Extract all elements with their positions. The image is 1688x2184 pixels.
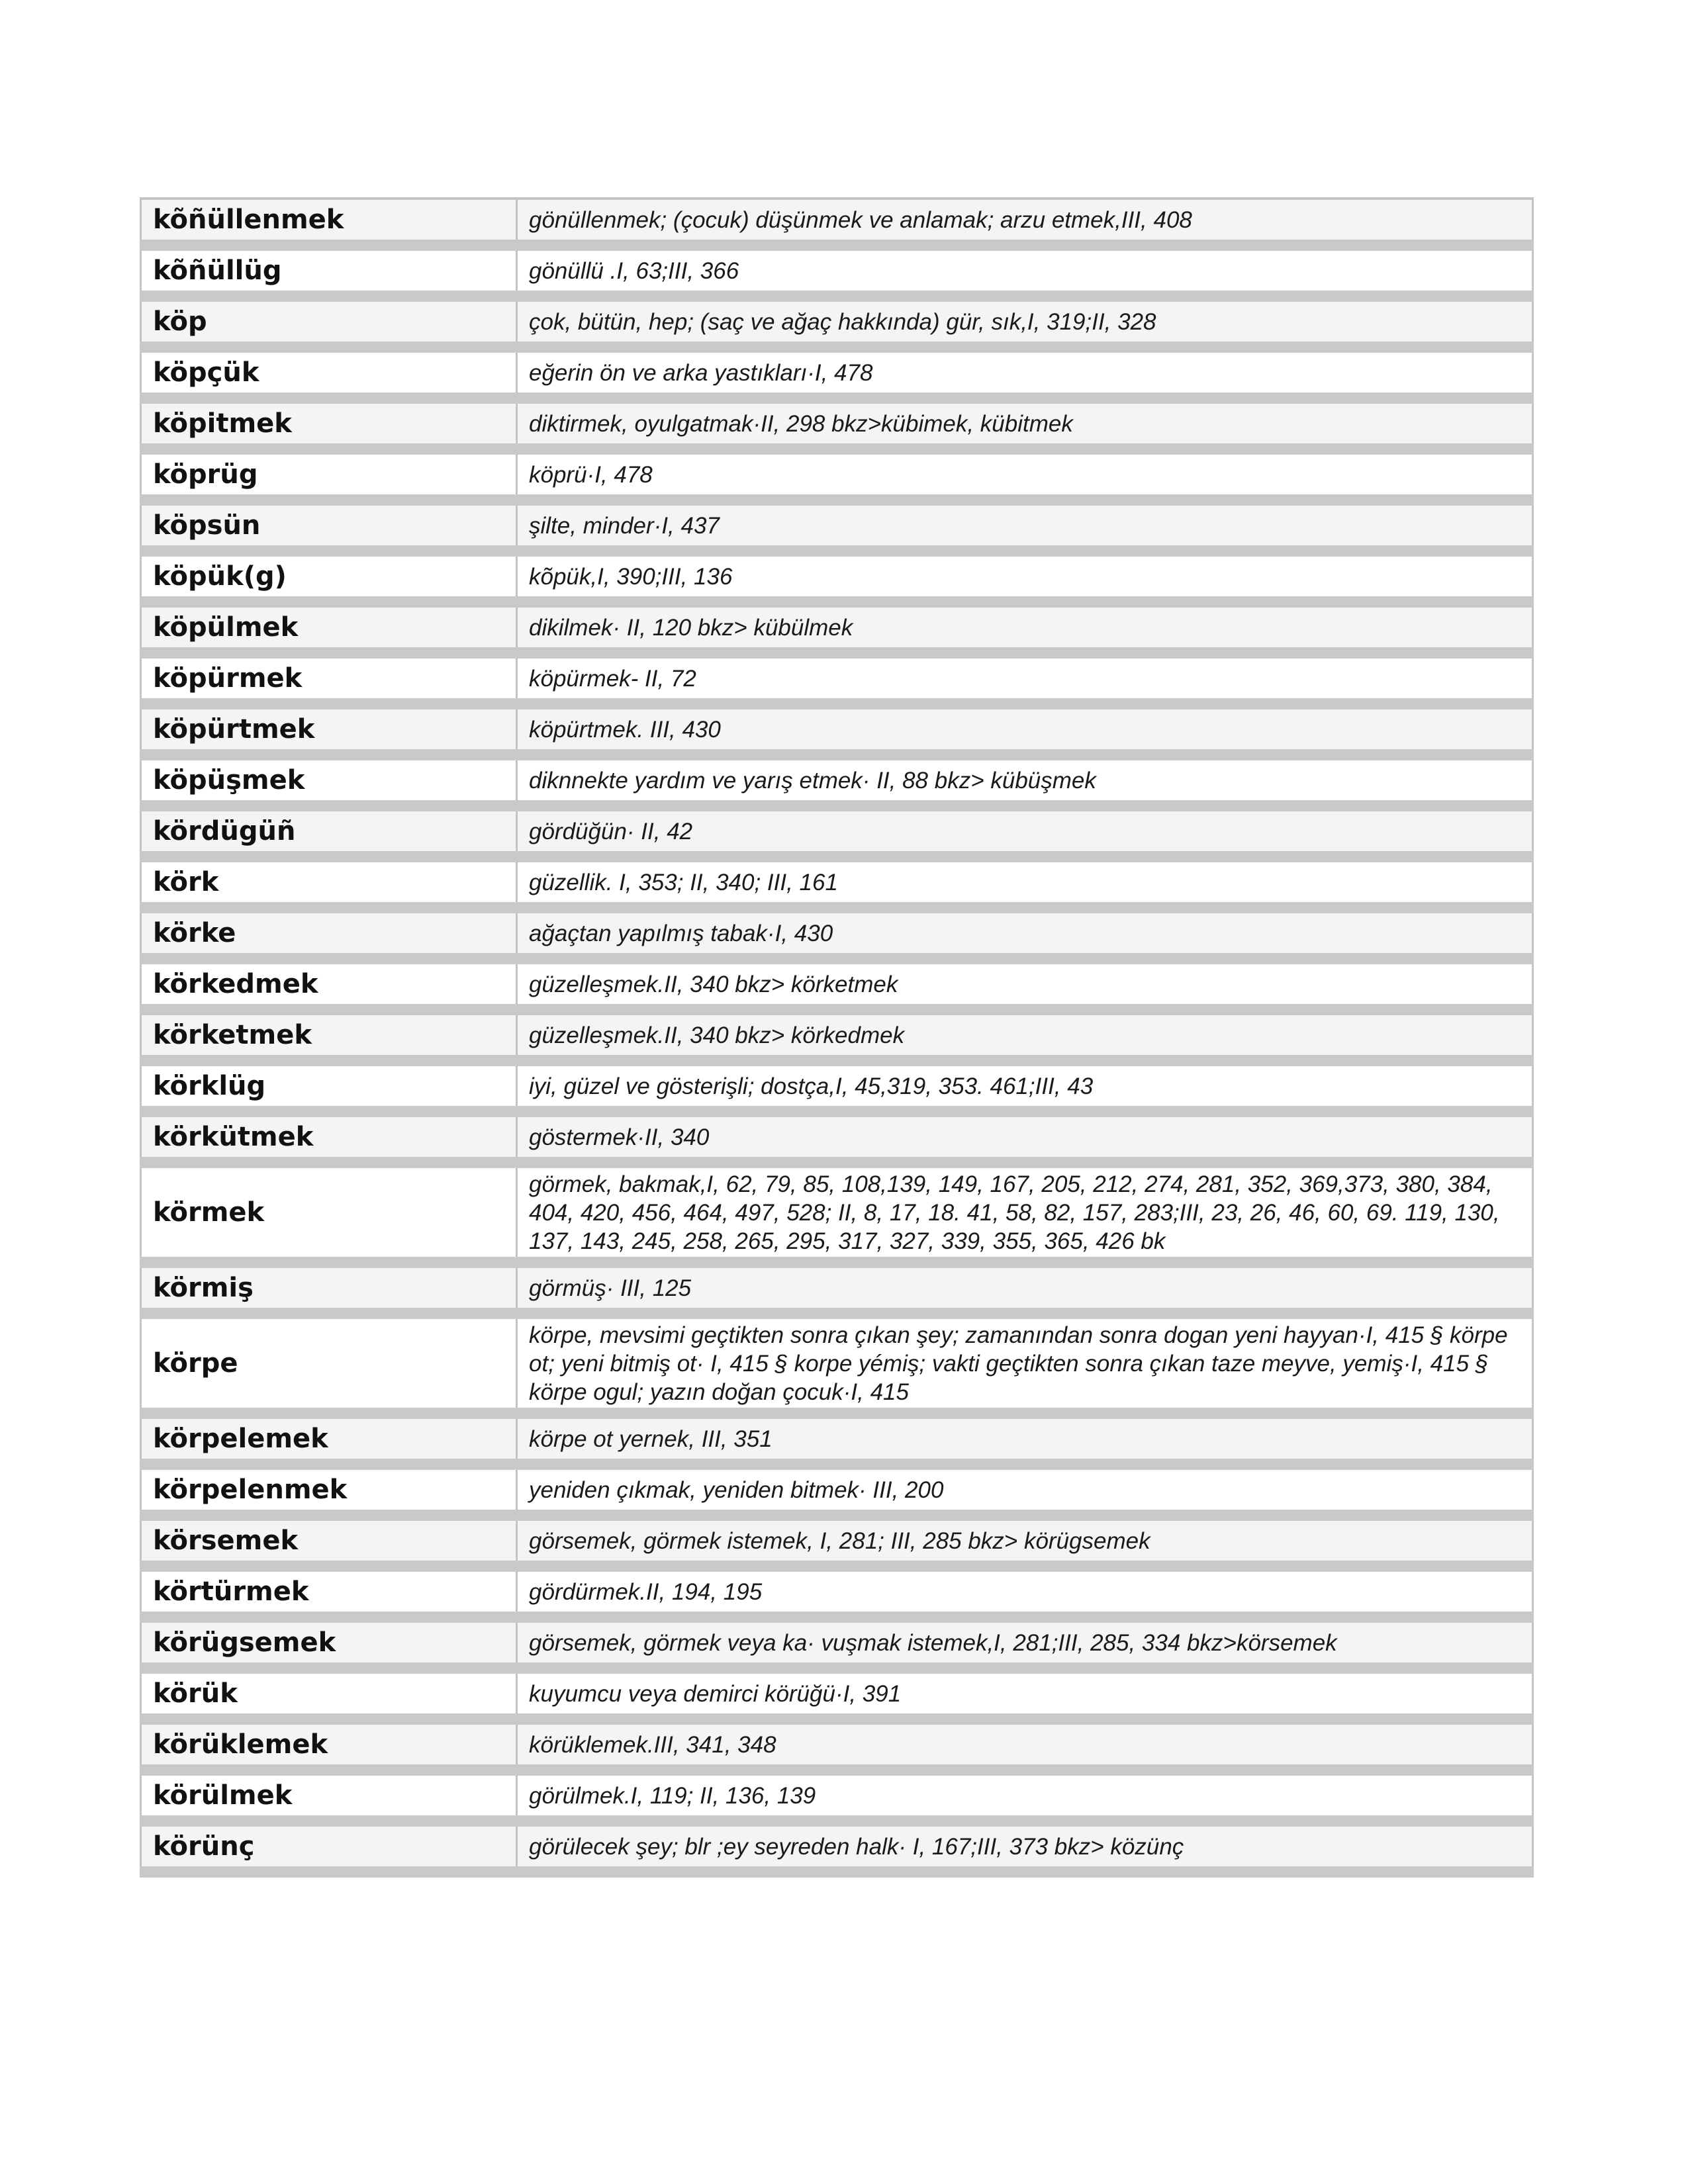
term-cell: körmek — [141, 1163, 517, 1263]
definition-cell: gördüğün· II, 42 — [517, 806, 1533, 857]
term-cell: körketmek — [141, 1010, 517, 1061]
term-cell: köprüg — [141, 449, 517, 500]
definition-cell: köpürtmek. III, 430 — [517, 704, 1533, 755]
definition-cell: gönüllü .I, 63;III, 366 — [517, 246, 1533, 296]
term-cell: köpitmek — [141, 398, 517, 449]
glossary-row — [141, 1465, 1533, 1516]
term-cell: köpürmek — [141, 653, 517, 704]
glossary-row — [141, 449, 1533, 500]
definition-cell: kuyumcu veya demirci körüğü·I, 391 — [517, 1668, 1533, 1719]
definition-cell: çok, bütün, hep; (saç ve ağaç hakkında) gür, sık,I, 319;II, 328 — [517, 296, 1533, 347]
glossary-row — [141, 857, 1533, 908]
term-cell: kõñüllüg — [141, 246, 517, 296]
definition-cell: diknnekte yardım ve yarış etmek· II, 88 bkz> kübüşmek — [517, 755, 1533, 806]
definition-cell: görmüş· III, 125 — [517, 1263, 1533, 1314]
term-cell: kõñüllenmek — [141, 199, 517, 246]
definition-cell: şilte, minder·I, 437 — [517, 500, 1533, 551]
definition-cell: görülmek.I, 119; II, 136, 139 — [517, 1770, 1533, 1821]
glossary-row — [141, 347, 1533, 398]
term-cell: köpük(g) — [141, 551, 517, 602]
term-cell: körünç — [141, 1821, 517, 1872]
glossary-row — [141, 755, 1533, 806]
glossary-row — [141, 1163, 1533, 1263]
glossary-row — [141, 704, 1533, 755]
definition-cell: köpürmek- II, 72 — [517, 653, 1533, 704]
term-cell: köpürtmek — [141, 704, 517, 755]
definition-cell: körüklemek.III, 341, 348 — [517, 1719, 1533, 1770]
definition-cell: güzellik. I, 353; II, 340; III, 161 — [517, 857, 1533, 908]
glossary-row — [141, 1567, 1533, 1617]
definition-cell: körpe ot yernek, III, 351 — [517, 1414, 1533, 1465]
definition-cell: köprü·I, 478 — [517, 449, 1533, 500]
term-cell: köpçük — [141, 347, 517, 398]
definition-cell: gördürmek.II, 194, 195 — [517, 1567, 1533, 1617]
term-cell: kördügüñ — [141, 806, 517, 857]
term-cell: körmiş — [141, 1263, 517, 1314]
definition-cell: ağaçtan yapılmış tabak·I, 430 — [517, 908, 1533, 959]
glossary-row — [141, 653, 1533, 704]
glossary-row — [141, 908, 1533, 959]
definition-cell: görsemek, görmek istemek, I, 281; III, 285 bkz> körügsemek — [517, 1516, 1533, 1567]
term-cell: köpsün — [141, 500, 517, 551]
glossary-row — [141, 246, 1533, 296]
term-cell: körkütmek — [141, 1112, 517, 1163]
definition-cell: kõpük,I, 390;III, 136 — [517, 551, 1533, 602]
definition-cell: görsemek, görmek veya ka· vuşmak istemek,I, 281;III, 285, 334 bkz>körsemek — [517, 1617, 1533, 1668]
definition-cell: iyi, güzel ve gösterişli; dostça,I, 45,319, 353. 461;III, 43 — [517, 1061, 1533, 1112]
definition-cell: görmek, bakmak,I, 62, 79, 85, 108,139, 149, 167, 205, 212, 274, 281, 352, 369,373, 380, 384, 404, 420, 456, 464, 497, 528; II, 8, 17, 18. 41, 58, 82, 157, 283;III, 23, 26, 46, 60, 69. 119, 130, 137, 143, 245, 258, 265, 295, 317, 327, 339, 355, 365, 426 bk — [517, 1163, 1533, 1263]
glossary-row — [141, 199, 1533, 246]
term-cell: körülmek — [141, 1770, 517, 1821]
term-cell: körügsemek — [141, 1617, 517, 1668]
glossary-row — [141, 1668, 1533, 1719]
definition-cell: gönüllenmek; (çocuk) düşünmek ve anlamak; arzu etmek,III, 408 — [517, 199, 1533, 246]
glossary-row — [141, 1263, 1533, 1314]
glossary-row — [141, 1010, 1533, 1061]
definition-cell: yeniden çıkmak, yeniden bitmek· III, 200 — [517, 1465, 1533, 1516]
term-cell: körke — [141, 908, 517, 959]
term-cell: köp — [141, 296, 517, 347]
term-cell: köpülmek — [141, 602, 517, 653]
glossary-row — [141, 1061, 1533, 1112]
term-cell: körüklemek — [141, 1719, 517, 1770]
term-cell: körkedmek — [141, 959, 517, 1010]
term-cell: köpüşmek — [141, 755, 517, 806]
term-cell: körk — [141, 857, 517, 908]
glossary-row — [141, 1112, 1533, 1163]
glossary-row — [141, 1719, 1533, 1770]
definition-cell: eğerin ön ve arka yastıkları·I, 478 — [517, 347, 1533, 398]
definition-cell: güzelleşmek.II, 340 bkz> körketmek — [517, 959, 1533, 1010]
definition-cell: görülecek şey; blr ;ey seyreden halk· I, 167;III, 373 bkz> közünç — [517, 1821, 1533, 1872]
glossary-row — [141, 551, 1533, 602]
definition-cell: güzelleşmek.II, 340 bkz> körkedmek — [517, 1010, 1533, 1061]
term-cell: körpe — [141, 1314, 517, 1414]
glossary-row — [141, 1516, 1533, 1567]
glossary-row — [141, 398, 1533, 449]
dictionary-page — [140, 197, 1534, 1878]
term-cell: körsemek — [141, 1516, 517, 1567]
definition-cell: göstermek·II, 340 — [517, 1112, 1533, 1163]
term-cell: körklüg — [141, 1061, 517, 1112]
glossary-row — [141, 1821, 1533, 1872]
glossary-body — [141, 199, 1533, 1872]
definition-cell: diktirmek, oyulgatmak·II, 298 bkz>kübimek, kübitmek — [517, 398, 1533, 449]
glossary-row — [141, 1414, 1533, 1465]
glossary-row — [141, 500, 1533, 551]
glossary-row — [141, 1617, 1533, 1668]
glossary-row — [141, 602, 1533, 653]
term-cell: körpelenmek — [141, 1465, 517, 1516]
definition-cell: körpe, mevsimi geçtikten sonra çıkan şey; zamanından sonra dogan yeni hayyan·I, 415 § körpe ot; yeni bitmiş ot· I, 415 § korpe yémiş; vakti geçtikten sonra çıkan taze meyve, yemiş·I, 415 § körpe ogul; yazın doğan çocuk·I, 415 — [517, 1314, 1533, 1414]
definition-cell: dikilmek· II, 120 bkz> kübülmek — [517, 602, 1533, 653]
term-cell: körük — [141, 1668, 517, 1719]
term-cell: körtürmek — [141, 1567, 517, 1617]
glossary-row — [141, 1770, 1533, 1821]
glossary-row — [141, 1314, 1533, 1414]
glossary-table — [140, 197, 1534, 1878]
glossary-row — [141, 959, 1533, 1010]
glossary-row — [141, 296, 1533, 347]
glossary-row — [141, 806, 1533, 857]
term-cell: körpelemek — [141, 1414, 517, 1465]
